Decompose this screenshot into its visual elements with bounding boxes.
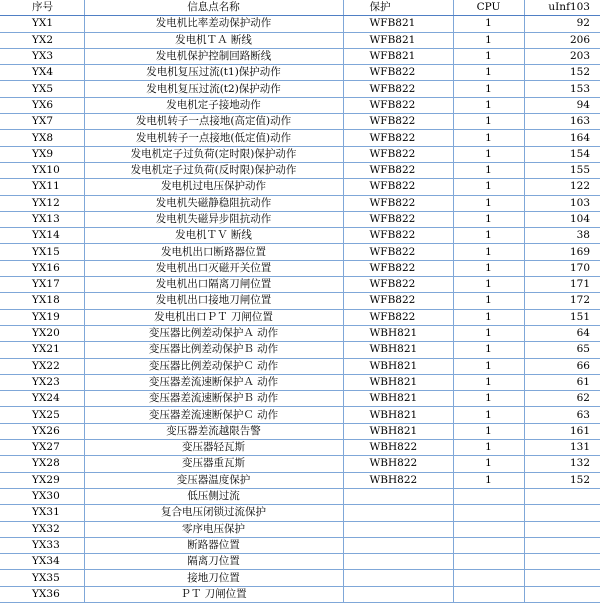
cell-cpu xyxy=(453,521,524,537)
cell-id: YX4 xyxy=(0,65,84,81)
cell-inf: 163 xyxy=(524,114,600,130)
cell-cpu: 1 xyxy=(453,277,524,293)
cell-id: YX27 xyxy=(0,440,84,456)
cell-name: 发电机出口断路器位置 xyxy=(84,244,343,260)
table-row xyxy=(0,32,600,48)
cell-cpu: 1 xyxy=(453,146,524,162)
cell-inf: 104 xyxy=(524,211,600,227)
table-header-row xyxy=(0,0,600,16)
table-row xyxy=(0,309,600,325)
cell-id: YX16 xyxy=(0,260,84,276)
cell-id: YX11 xyxy=(0,179,84,195)
table-row xyxy=(0,114,600,130)
cell-name: 发电机ＴＶ 断线 xyxy=(84,228,343,244)
table-row xyxy=(0,456,600,472)
cell-id: YX34 xyxy=(0,554,84,570)
cell-inf: 206 xyxy=(524,32,600,48)
cell-id: YX25 xyxy=(0,407,84,423)
cell-inf: 203 xyxy=(524,48,600,64)
cell-id: YX21 xyxy=(0,342,84,358)
table-row xyxy=(0,48,600,64)
cell-id: YX26 xyxy=(0,423,84,439)
cell-name: 隔离刀位置 xyxy=(84,554,343,570)
table-row xyxy=(0,244,600,260)
table-row xyxy=(0,81,600,97)
cell-protection: WBH821 xyxy=(343,391,453,407)
cell-cpu xyxy=(453,586,524,602)
cell-cpu: 1 xyxy=(453,162,524,178)
table-row xyxy=(0,228,600,244)
cell-id: YX35 xyxy=(0,570,84,586)
cell-inf: 64 xyxy=(524,325,600,341)
header-protection: 保护 xyxy=(343,0,453,16)
cell-protection: WFB822 xyxy=(343,114,453,130)
cell-protection: WFB822 xyxy=(343,309,453,325)
cell-cpu: 1 xyxy=(453,228,524,244)
cell-protection xyxy=(343,537,453,553)
table-row xyxy=(0,407,600,423)
cell-name: 发电机复压过流(t1)保护动作 xyxy=(84,65,343,81)
cell-cpu: 1 xyxy=(453,358,524,374)
cell-inf: 131 xyxy=(524,440,600,456)
cell-protection: WFB822 xyxy=(343,277,453,293)
cell-cpu: 1 xyxy=(453,211,524,227)
cell-name: 发电机过电压保护动作 xyxy=(84,179,343,195)
cell-id: YX6 xyxy=(0,97,84,113)
table-row xyxy=(0,440,600,456)
cell-inf: 154 xyxy=(524,146,600,162)
cell-inf xyxy=(524,586,600,602)
cell-cpu xyxy=(453,505,524,521)
cell-cpu: 1 xyxy=(453,374,524,390)
cell-protection: WFB822 xyxy=(343,65,453,81)
cell-id: YX31 xyxy=(0,505,84,521)
header-id: 序号 xyxy=(0,0,84,16)
table-row xyxy=(0,179,600,195)
cell-protection: WFB822 xyxy=(343,146,453,162)
cell-inf: 65 xyxy=(524,342,600,358)
cell-protection: WBH821 xyxy=(343,423,453,439)
table-row xyxy=(0,293,600,309)
cell-protection: WBH822 xyxy=(343,440,453,456)
cell-id: YX5 xyxy=(0,81,84,97)
cell-cpu: 1 xyxy=(453,179,524,195)
cell-name: 复合电压闭锁过流保护 xyxy=(84,505,343,521)
table-row xyxy=(0,554,600,570)
cell-inf: 161 xyxy=(524,423,600,439)
cell-inf xyxy=(524,505,600,521)
cell-protection: WBH821 xyxy=(343,407,453,423)
cell-protection: WFB822 xyxy=(343,211,453,227)
cell-inf: 103 xyxy=(524,195,600,211)
table-body xyxy=(0,16,600,603)
cell-protection xyxy=(343,586,453,602)
cell-id: YX13 xyxy=(0,211,84,227)
cell-name: 发电机出口灭磁开关位置 xyxy=(84,260,343,276)
cell-cpu: 1 xyxy=(453,325,524,341)
cell-id: YX18 xyxy=(0,293,84,309)
cell-protection xyxy=(343,554,453,570)
table-row xyxy=(0,586,600,602)
cell-protection xyxy=(343,488,453,504)
cell-name: 变压器比例差动保护Ｂ 动作 xyxy=(84,342,343,358)
cell-name: 发电机出口隔离刀闸位置 xyxy=(84,277,343,293)
cell-cpu: 1 xyxy=(453,244,524,260)
cell-inf: 122 xyxy=(524,179,600,195)
cell-name: 发电机转子一点接地(低定值)动作 xyxy=(84,130,343,146)
cell-protection: WFB822 xyxy=(343,162,453,178)
cell-id: YX23 xyxy=(0,374,84,390)
cell-inf: 169 xyxy=(524,244,600,260)
cell-inf: 152 xyxy=(524,472,600,488)
cell-protection xyxy=(343,521,453,537)
table-row xyxy=(0,488,600,504)
cell-name: 变压器重瓦斯 xyxy=(84,456,343,472)
cell-protection: WBH821 xyxy=(343,325,453,341)
cell-protection: WBH821 xyxy=(343,374,453,390)
cell-id: YX24 xyxy=(0,391,84,407)
cell-cpu: 1 xyxy=(453,48,524,64)
cell-protection: WFB822 xyxy=(343,293,453,309)
cell-name: 发电机出口ＰＴ 刀闸位置 xyxy=(84,309,343,325)
cell-cpu: 1 xyxy=(453,407,524,423)
cell-name: 发电机定子过负荷(定时限)保护动作 xyxy=(84,146,343,162)
cell-protection xyxy=(343,570,453,586)
table-row xyxy=(0,521,600,537)
cell-inf: 62 xyxy=(524,391,600,407)
cell-id: YX30 xyxy=(0,488,84,504)
cell-cpu: 1 xyxy=(453,423,524,439)
cell-name: 变压器差流速断保护Ｂ 动作 xyxy=(84,391,343,407)
cell-cpu xyxy=(453,570,524,586)
cell-id: YX1 xyxy=(0,16,84,32)
cell-id: YX22 xyxy=(0,358,84,374)
cell-id: YX15 xyxy=(0,244,84,260)
cell-id: YX32 xyxy=(0,521,84,537)
cell-protection: WFB822 xyxy=(343,228,453,244)
cell-inf: 63 xyxy=(524,407,600,423)
cell-id: YX17 xyxy=(0,277,84,293)
cell-inf: 151 xyxy=(524,309,600,325)
cell-inf xyxy=(524,570,600,586)
cell-name: 变压器轻瓦斯 xyxy=(84,440,343,456)
cell-id: YX20 xyxy=(0,325,84,341)
header-cpu: CPU xyxy=(453,0,524,16)
table-row xyxy=(0,260,600,276)
cell-cpu: 1 xyxy=(453,16,524,32)
cell-protection: WBH822 xyxy=(343,456,453,472)
cell-inf: 164 xyxy=(524,130,600,146)
table-row xyxy=(0,358,600,374)
header-inf: uInf103 xyxy=(524,0,600,16)
cell-id: YX33 xyxy=(0,537,84,553)
cell-protection: WFB822 xyxy=(343,195,453,211)
cell-cpu: 1 xyxy=(453,130,524,146)
cell-name: 发电机比率差动保护动作 xyxy=(84,16,343,32)
cell-cpu: 1 xyxy=(453,81,524,97)
cell-id: YX9 xyxy=(0,146,84,162)
cell-inf: 38 xyxy=(524,228,600,244)
table-row xyxy=(0,65,600,81)
cell-cpu: 1 xyxy=(453,65,524,81)
cell-name: 发电机定子接地动作 xyxy=(84,97,343,113)
cell-id: YX10 xyxy=(0,162,84,178)
table-row xyxy=(0,570,600,586)
table-row xyxy=(0,505,600,521)
cell-cpu: 1 xyxy=(453,114,524,130)
cell-name: 发电机定子过负荷(反时限)保护动作 xyxy=(84,162,343,178)
cell-inf: 171 xyxy=(524,277,600,293)
cell-protection: WFB821 xyxy=(343,16,453,32)
cell-name: 发电机转子一点接地(高定值)动作 xyxy=(84,114,343,130)
cell-name: 发电机失磁静稳阻抗动作 xyxy=(84,195,343,211)
table-row xyxy=(0,391,600,407)
cell-inf: 155 xyxy=(524,162,600,178)
cell-name: 变压器比例差动保护Ａ 动作 xyxy=(84,325,343,341)
cell-protection: WFB822 xyxy=(343,97,453,113)
cell-protection: WFB822 xyxy=(343,130,453,146)
table-row xyxy=(0,325,600,341)
cell-protection: WFB822 xyxy=(343,244,453,260)
cell-name: 发电机失磁异步阻抗动作 xyxy=(84,211,343,227)
cell-name: 发电机保护控制回路断线 xyxy=(84,48,343,64)
table-row xyxy=(0,374,600,390)
cell-protection: WBH821 xyxy=(343,358,453,374)
cell-id: YX3 xyxy=(0,48,84,64)
table-row xyxy=(0,537,600,553)
cell-cpu: 1 xyxy=(453,472,524,488)
cell-name: 变压器比例差动保护Ｃ 动作 xyxy=(84,358,343,374)
cell-name: 低压侧过流 xyxy=(84,488,343,504)
cell-inf: 152 xyxy=(524,65,600,81)
cell-name: 发电机出口接地刀闸位置 xyxy=(84,293,343,309)
cell-name: 变压器差流速断保护Ｃ 动作 xyxy=(84,407,343,423)
cell-inf xyxy=(524,488,600,504)
cell-id: YX29 xyxy=(0,472,84,488)
cell-protection: WFB822 xyxy=(343,81,453,97)
cell-id: YX28 xyxy=(0,456,84,472)
cell-cpu: 1 xyxy=(453,391,524,407)
cell-inf: 94 xyxy=(524,97,600,113)
table-row xyxy=(0,211,600,227)
cell-inf: 153 xyxy=(524,81,600,97)
cell-cpu xyxy=(453,488,524,504)
table-row xyxy=(0,146,600,162)
cell-name: 发电机复压过流(t2)保护动作 xyxy=(84,81,343,97)
cell-cpu: 1 xyxy=(453,195,524,211)
cell-protection: WBH821 xyxy=(343,342,453,358)
table-row xyxy=(0,97,600,113)
cell-inf xyxy=(524,537,600,553)
cell-id: YX12 xyxy=(0,195,84,211)
cell-inf: 170 xyxy=(524,260,600,276)
table-row xyxy=(0,162,600,178)
header-name: 信息点名称 xyxy=(84,0,343,16)
cell-id: YX2 xyxy=(0,32,84,48)
cell-name: 变压器温度保护 xyxy=(84,472,343,488)
cell-id: YX8 xyxy=(0,130,84,146)
table-row xyxy=(0,195,600,211)
cell-cpu: 1 xyxy=(453,309,524,325)
cell-protection: WFB822 xyxy=(343,260,453,276)
table-row xyxy=(0,130,600,146)
cell-name: 发电机ＴＡ 断线 xyxy=(84,32,343,48)
cell-cpu: 1 xyxy=(453,260,524,276)
cell-protection xyxy=(343,505,453,521)
cell-name: 断路器位置 xyxy=(84,537,343,553)
cell-name: 零序电压保护 xyxy=(84,521,343,537)
cell-inf: 92 xyxy=(524,16,600,32)
cell-id: YX19 xyxy=(0,309,84,325)
cell-id: YX36 xyxy=(0,586,84,602)
cell-cpu: 1 xyxy=(453,97,524,113)
cell-name: 变压器差流速断保护Ａ 动作 xyxy=(84,374,343,390)
table-row xyxy=(0,423,600,439)
cell-protection: WBH822 xyxy=(343,472,453,488)
cell-cpu: 1 xyxy=(453,342,524,358)
cell-inf: 172 xyxy=(524,293,600,309)
cell-id: YX14 xyxy=(0,228,84,244)
cell-name: 接地刀位置 xyxy=(84,570,343,586)
cell-protection: WFB821 xyxy=(343,32,453,48)
table-row xyxy=(0,472,600,488)
cell-protection: WFB821 xyxy=(343,48,453,64)
cell-inf xyxy=(524,521,600,537)
cell-inf: 61 xyxy=(524,374,600,390)
cell-cpu: 1 xyxy=(453,456,524,472)
cell-inf: 132 xyxy=(524,456,600,472)
cell-cpu xyxy=(453,537,524,553)
table-row xyxy=(0,342,600,358)
cell-name: ＰＴ 刀闸位置 xyxy=(84,586,343,602)
cell-id: YX7 xyxy=(0,114,84,130)
cell-inf: 66 xyxy=(524,358,600,374)
cell-cpu: 1 xyxy=(453,32,524,48)
cell-cpu xyxy=(453,554,524,570)
cell-name: 变压器差流越限告警 xyxy=(84,423,343,439)
cell-cpu: 1 xyxy=(453,440,524,456)
cell-cpu: 1 xyxy=(453,293,524,309)
table-row xyxy=(0,16,600,32)
cell-inf xyxy=(524,554,600,570)
cell-protection: WFB822 xyxy=(343,179,453,195)
table-row xyxy=(0,277,600,293)
